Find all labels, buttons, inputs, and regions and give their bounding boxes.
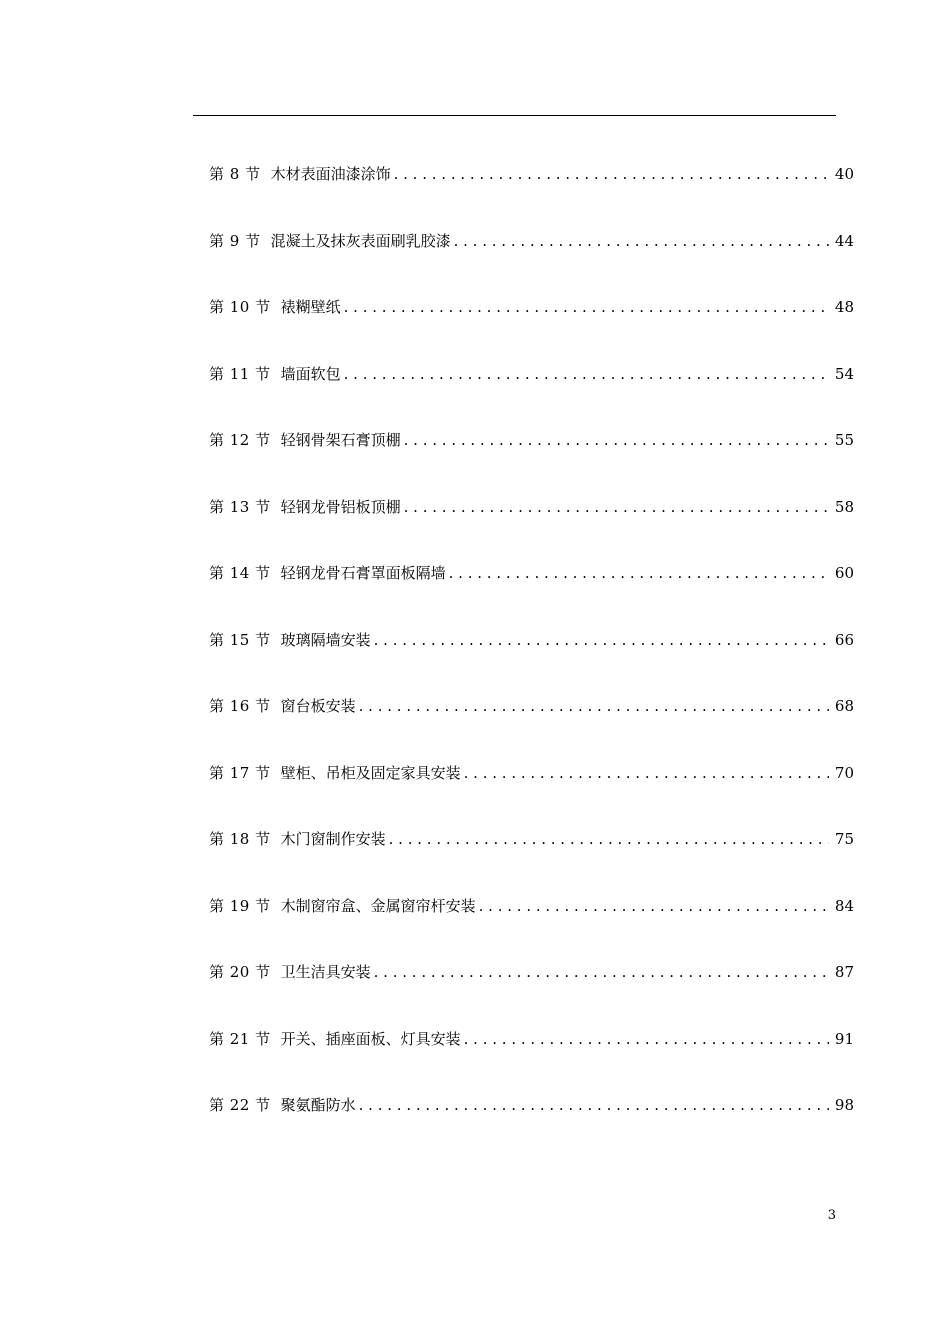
toc-entry[interactable] xyxy=(209,493,854,560)
toc-dot-leader xyxy=(394,160,829,188)
toc-entry-page: 70 xyxy=(834,763,854,782)
toc-entry[interactable] xyxy=(209,1091,854,1158)
toc-entry[interactable] xyxy=(209,293,854,360)
toc-entry-page: 75 xyxy=(834,830,854,848)
toc-entry-page: 54 xyxy=(834,364,854,383)
toc-dot-leader xyxy=(404,493,829,521)
toc-entry-title: 卫生洁具安装 xyxy=(280,963,371,981)
toc-entry[interactable] xyxy=(209,1025,854,1092)
table-of-contents xyxy=(209,160,854,1158)
toc-entry[interactable] xyxy=(209,426,854,493)
toc-entry[interactable] xyxy=(209,360,854,427)
toc-dot-leader xyxy=(464,1025,829,1053)
toc-entry-title: 壁柜、吊柜及固定家具安装 xyxy=(280,763,461,782)
toc-entry-number: 第 14 节 xyxy=(209,564,271,582)
toc-entry-page: 87 xyxy=(834,963,854,981)
toc-entry-number: 第 12 节 xyxy=(209,431,271,449)
toc-dot-leader xyxy=(389,825,829,853)
toc-entry-title: 墙面软包 xyxy=(280,364,341,383)
toc-entry-number: 第 20 节 xyxy=(209,963,271,981)
toc-entry-title: 开关、插座面板、灯具安装 xyxy=(280,1029,461,1048)
toc-entry[interactable] xyxy=(209,759,854,826)
toc-entry-title: 木制窗帘盒、金属窗帘杆安装 xyxy=(280,896,476,915)
toc-entry-number: 第 21 节 xyxy=(209,1029,271,1048)
toc-dot-leader xyxy=(479,892,829,920)
toc-entry-page: 40 xyxy=(834,165,854,183)
toc-entry-page: 66 xyxy=(834,630,854,649)
toc-entry[interactable] xyxy=(209,160,854,227)
toc-entry-page: 48 xyxy=(834,298,854,316)
toc-dot-leader xyxy=(359,1091,829,1119)
toc-entry-page: 68 xyxy=(834,697,854,715)
toc-entry-title: 玻璃隔墙安装 xyxy=(280,630,371,649)
toc-entry-page: 84 xyxy=(834,896,854,915)
toc-entry-title: 轻钢骨架石膏顶棚 xyxy=(280,431,401,449)
toc-entry-number: 第 11 节 xyxy=(209,364,271,383)
toc-entry-number: 第 10 节 xyxy=(209,298,271,316)
toc-entry-page: 44 xyxy=(834,231,854,250)
toc-entry[interactable] xyxy=(209,958,854,1025)
toc-entry-page: 58 xyxy=(834,497,854,516)
toc-entry-number: 第 8 节 xyxy=(209,165,261,183)
toc-dot-leader xyxy=(344,360,829,388)
toc-entry-title: 混凝土及抹灰表面刷乳胶漆 xyxy=(270,231,451,250)
toc-entry-number: 第 15 节 xyxy=(209,630,271,649)
toc-entry[interactable] xyxy=(209,825,854,892)
toc-dot-leader xyxy=(344,293,829,321)
header-rule xyxy=(193,115,836,116)
toc-entry[interactable] xyxy=(209,892,854,959)
toc-entry[interactable] xyxy=(209,559,854,626)
toc-dot-leader xyxy=(404,426,829,454)
toc-entry-number: 第 22 节 xyxy=(209,1096,271,1114)
toc-entry-number: 第 18 节 xyxy=(209,830,271,848)
toc-entry[interactable] xyxy=(209,626,854,693)
toc-entry[interactable] xyxy=(209,692,854,759)
toc-entry-page: 98 xyxy=(834,1096,854,1114)
toc-entry-title: 木门窗制作安装 xyxy=(280,830,386,848)
page-number: 3 xyxy=(827,1208,836,1223)
toc-entry-title: 窗台板安装 xyxy=(280,697,356,715)
toc-dot-leader xyxy=(374,626,829,654)
toc-entry-number: 第 19 节 xyxy=(209,896,271,915)
toc-entry-page: 91 xyxy=(834,1029,854,1048)
toc-entry[interactable] xyxy=(209,227,854,294)
toc-entry-page: 55 xyxy=(834,431,854,449)
toc-entry-number: 第 17 节 xyxy=(209,763,271,782)
toc-entry-number: 第 13 节 xyxy=(209,497,271,516)
toc-dot-leader xyxy=(454,227,829,255)
toc-entry-title: 裱糊壁纸 xyxy=(280,298,341,316)
toc-dot-leader xyxy=(374,958,829,986)
toc-dot-leader xyxy=(464,759,829,787)
toc-entry-title: 木材表面油漆涂饰 xyxy=(270,165,391,183)
toc-entry-page: 60 xyxy=(834,564,854,582)
toc-entry-number: 第 9 节 xyxy=(209,231,261,250)
toc-entry-title: 聚氨酯防水 xyxy=(280,1096,356,1114)
toc-entry-title: 轻钢龙骨石膏罩面板隔墙 xyxy=(280,564,446,582)
toc-entry-number: 第 16 节 xyxy=(209,697,271,715)
toc-dot-leader xyxy=(359,692,829,720)
toc-dot-leader xyxy=(449,559,829,587)
toc-entry-title: 轻钢龙骨铝板顶棚 xyxy=(280,497,401,516)
